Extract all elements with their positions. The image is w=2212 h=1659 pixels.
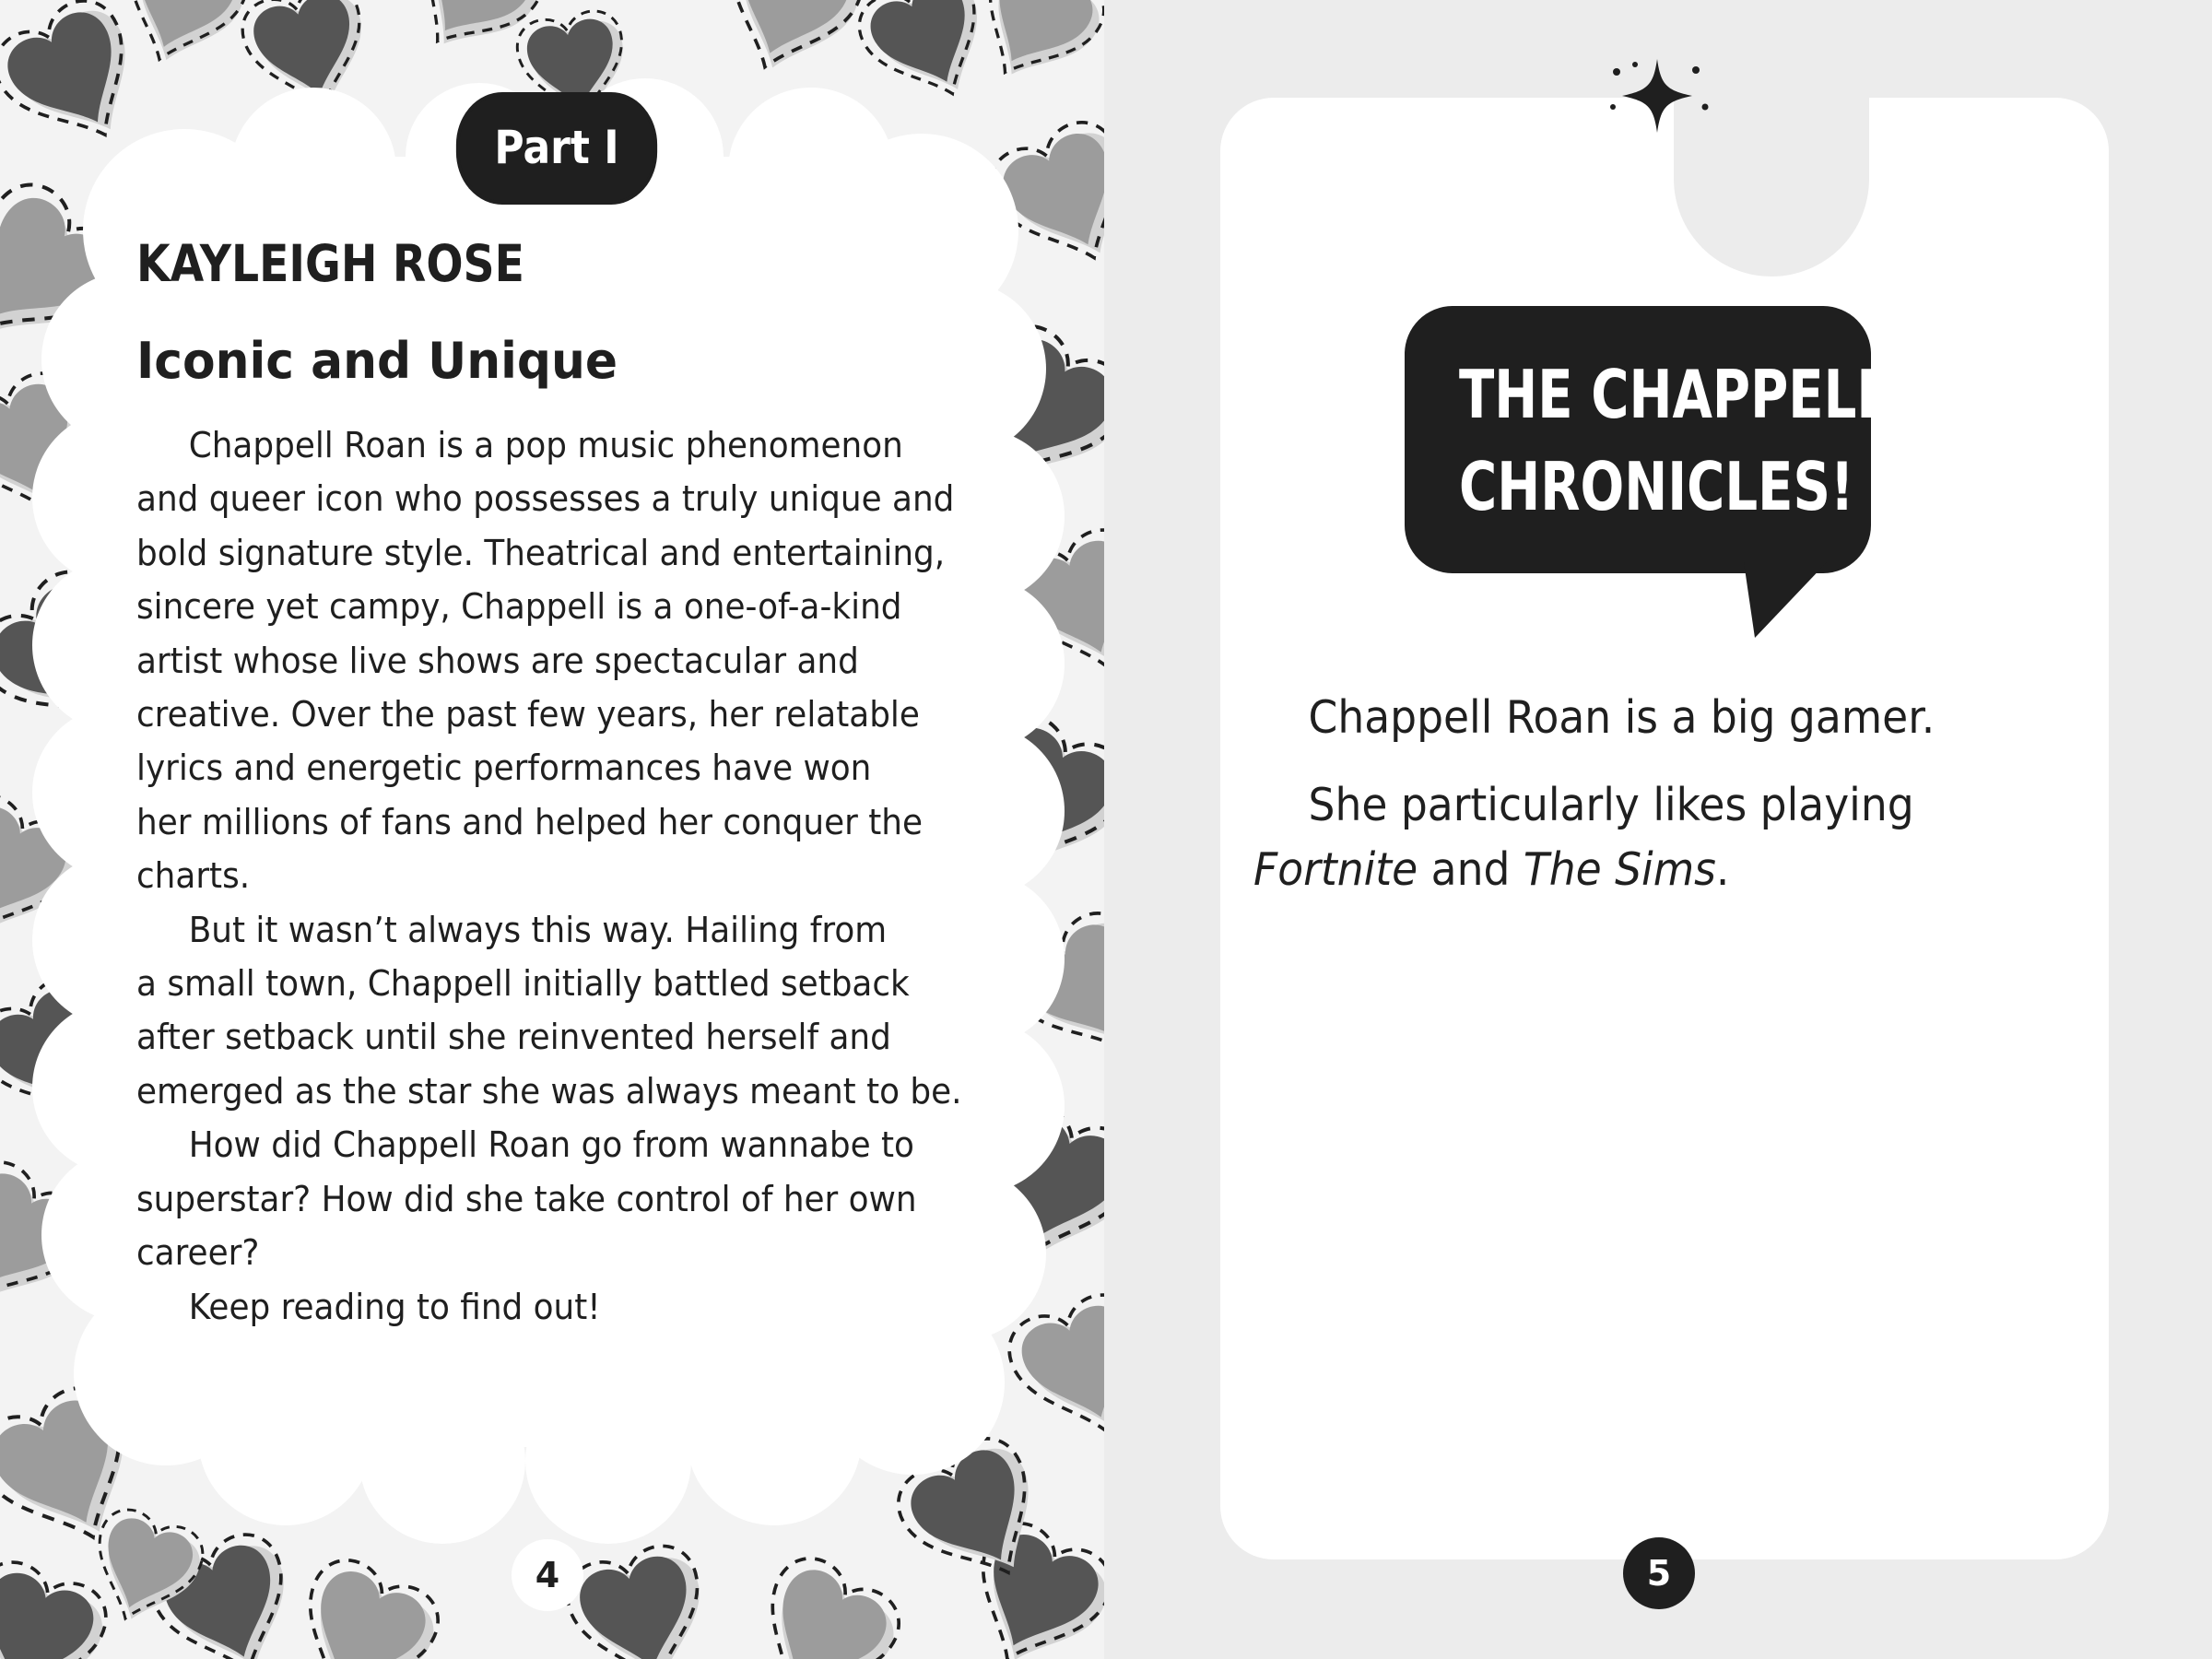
sparkle-icon — [1600, 52, 1714, 140]
body-text — [136, 419, 966, 1335]
body-line: But it wasn’t always this way. Hailing from — [188, 909, 888, 951]
game-title-fortnite: Fortnite — [1253, 843, 1418, 896]
fact-period: . — [1715, 843, 1730, 896]
body-line: Keep reading to find out! — [188, 1286, 601, 1328]
chapter-title: Iconic and Unique — [136, 332, 618, 390]
fact-line-1: Chappell Roan is a big gamer. — [1308, 691, 1936, 744]
bubble-title-line-2: CHRONICLES! — [1459, 448, 1854, 525]
body-line: emerged as the star she was always meant to be. — [136, 1070, 962, 1112]
body-line: sincere yet campy, Chappell is a one-of-a-kind — [136, 586, 902, 629]
body-line: after setback until she reinvented herself and — [136, 1017, 891, 1059]
bubble-title-line-1: THE CHAPPELL — [1459, 356, 1890, 433]
bubble-title — [1459, 348, 1890, 533]
part-label: Part I — [456, 92, 657, 205]
fact-line-2: She particularly likes playing — [1308, 779, 1914, 831]
body-line: artist whose live shows are spectacular and — [136, 640, 859, 682]
body-line: superstar? How did she take control of her own — [136, 1178, 917, 1220]
body-line: creative. Over the past few years, her relatable — [136, 694, 920, 736]
fact-line-3 — [1253, 843, 2025, 896]
fact-connector: and — [1418, 843, 1524, 896]
right-page — [1104, 0, 2212, 1659]
page-number-right: 5 — [1623, 1537, 1695, 1609]
body-line: her millions of fans and helped her conquer the — [136, 801, 923, 843]
body-line: a small town, Chappell initially battled setback — [136, 963, 910, 1006]
game-title-the-sims: The Sims — [1523, 843, 1716, 896]
body-line: How did Chappell Roan go from wannabe to — [188, 1124, 914, 1167]
body-line: bold signature style. Theatrical and entertaining, — [136, 532, 946, 574]
page-number-left: 4 — [512, 1539, 583, 1611]
left-page — [0, 0, 1104, 1659]
body-line: lyrics and energetic performances have won — [136, 747, 872, 790]
body-line: charts. — [136, 855, 251, 898]
body-line: Chappell Roan is a pop music phenomenon — [188, 425, 903, 466]
body-line: and queer icon who possesses a truly unique and — [136, 478, 955, 521]
body-line: career? — [136, 1232, 260, 1275]
kicker-heading: KAYLEIGH ROSE — [136, 234, 524, 293]
